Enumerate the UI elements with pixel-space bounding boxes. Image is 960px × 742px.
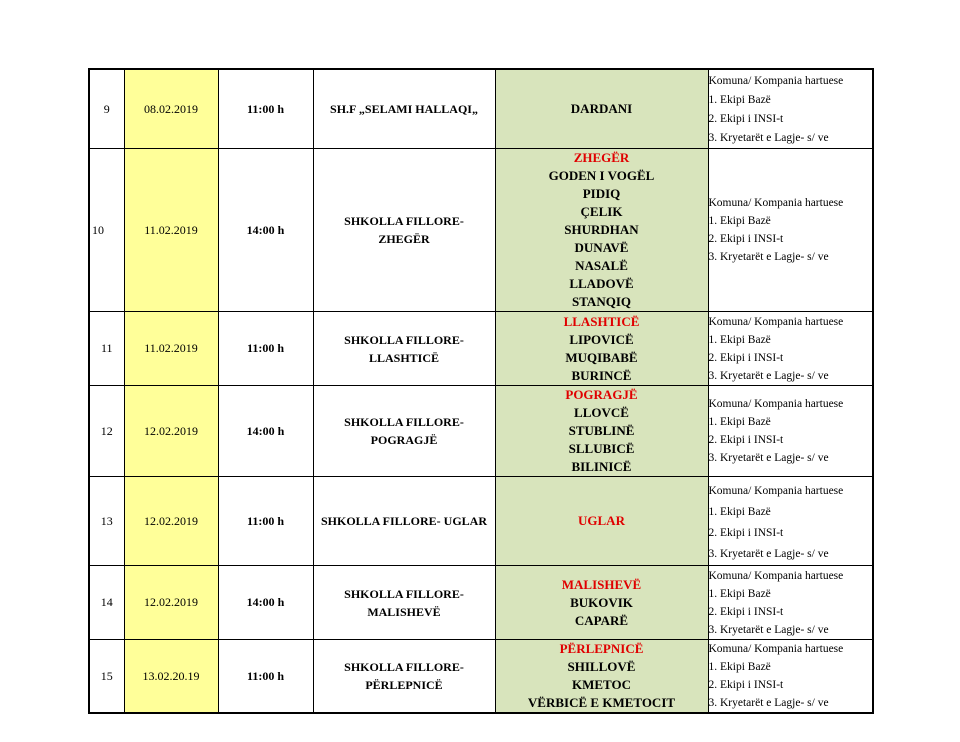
- participant-item: 3. Kryetarët e Lagje- s/ ve: [708, 548, 829, 560]
- participant-item: Komuna/ Kompania hartuese: [708, 570, 844, 582]
- participant-item: 1. Ekipi Bazë: [708, 416, 771, 428]
- village-list: [495, 149, 708, 312]
- village-item: MUQIBABË: [565, 349, 638, 365]
- school-name-line: SHKOLLA FILLORE-: [344, 214, 464, 228]
- school-name-line: LLASHTICË: [368, 350, 440, 365]
- table-row: [89, 69, 873, 149]
- school-name-line: PËRLEPNICË: [365, 678, 443, 692]
- participants-list: [708, 69, 873, 149]
- participant-item: 2. Ekipi i INSI-t: [708, 679, 784, 691]
- participant-item: 2. Ekipi i INSI-t: [708, 113, 784, 125]
- village-item: SHILLOVË: [567, 659, 636, 674]
- participant-item: Komuna/ Kompania hartuese: [708, 75, 844, 87]
- school-name: [313, 640, 495, 714]
- row-time: 11:00 h: [218, 477, 313, 566]
- school-name: [313, 69, 495, 149]
- row-time: 14:00 h: [218, 386, 313, 477]
- school-name: [313, 566, 495, 640]
- table-row: [89, 386, 873, 477]
- participant-item: 3. Kryetarët e Lagje- s/ ve: [708, 697, 829, 709]
- row-date: 12.02.2019: [124, 477, 218, 566]
- row-number: 9: [89, 69, 124, 149]
- participant-item: 3. Kryetarët e Lagje- s/ ve: [708, 251, 829, 263]
- village-item: KMETOC: [572, 677, 631, 692]
- village-main: POGRAGJË: [565, 387, 638, 402]
- participants-list: [708, 477, 873, 566]
- participant-item: 3. Kryetarët e Lagje- s/ ve: [708, 370, 829, 382]
- participant-item: 1. Ekipi Bazë: [708, 588, 771, 600]
- school-name: [313, 312, 495, 386]
- participant-item: Komuna/ Kompania hartuese: [708, 643, 844, 655]
- participant-item: Komuna/ Kompania hartuese: [708, 485, 844, 497]
- participant-item: 2. Ekipi i INSI-t: [708, 434, 784, 446]
- table-row: [89, 312, 873, 386]
- village-item: LLOVCË: [574, 405, 629, 420]
- participant-item: 1. Ekipi Bazë: [708, 506, 771, 518]
- participants-list: [708, 149, 873, 312]
- village-item: VËRBICË E KMETOCIT: [527, 695, 676, 710]
- school-name-line: SHKOLLA FILLORE- UGLAR: [320, 514, 488, 528]
- school-name-line: SH.F „SELAMI HALLAQI„: [330, 102, 478, 116]
- village-item: PIDIQ: [582, 186, 621, 201]
- village-item: BURINCË: [571, 367, 632, 383]
- participant-item: 3. Kryetarët e Lagje- s/ ve: [708, 624, 829, 636]
- village-item: NASALË: [575, 258, 628, 273]
- row-number: 13: [89, 477, 124, 566]
- row-number: 14: [89, 566, 124, 640]
- village-main: MALISHEVË: [561, 576, 642, 592]
- village-list: [495, 312, 708, 386]
- school-name: [313, 149, 495, 312]
- village-item: CAPARË: [574, 612, 629, 628]
- participant-item: 1. Ekipi Bazë: [708, 215, 771, 227]
- village-item: STUBLINË: [568, 423, 635, 438]
- row-time: 14:00 h: [218, 566, 313, 640]
- village-item: DUNAVË: [574, 240, 629, 255]
- village-item: SLLUBICË: [568, 441, 635, 456]
- village-main: ZHEGËR: [573, 150, 630, 165]
- row-number: 15: [89, 640, 124, 714]
- row-number: 12: [89, 386, 124, 477]
- row-date: 12.02.2019: [124, 386, 218, 477]
- row-time: 11:00 h: [218, 69, 313, 149]
- participant-item: 3. Kryetarët e Lagje- s/ ve: [708, 132, 829, 144]
- village-item: SHURDHAN: [564, 222, 639, 237]
- village-main: LLASHTICË: [563, 313, 640, 329]
- row-date: 08.02.2019: [124, 69, 218, 149]
- village-list: [495, 69, 708, 149]
- participant-item: 1. Ekipi Bazë: [708, 334, 771, 346]
- participant-item: 1. Ekipi Bazë: [708, 661, 771, 673]
- table-row: [89, 640, 873, 714]
- row-date: 12.02.2019: [124, 566, 218, 640]
- school-name-line: SHKOLLA FILLORE-: [344, 415, 464, 429]
- participant-item: 3. Kryetarët e Lagje- s/ ve: [708, 452, 829, 464]
- village-item: LLADOVË: [569, 276, 634, 291]
- participant-item: Komuna/ Kompania hartuese: [708, 197, 844, 209]
- participant-item: 2. Ekipi i INSI-t: [708, 233, 784, 245]
- participants-list: [708, 640, 873, 714]
- village-item: BILINICË: [571, 459, 632, 474]
- participants-list: [708, 312, 873, 386]
- table-row: [89, 149, 873, 312]
- participant-item: Komuna/ Kompania hartuese: [708, 316, 844, 328]
- village-item: DARDANI: [570, 101, 633, 116]
- row-time: 11:00 h: [218, 640, 313, 714]
- village-list: [495, 386, 708, 477]
- row-date: 11.02.2019: [124, 149, 218, 312]
- schedule-body: [89, 69, 873, 713]
- school-name-line: MALISHEVË: [367, 604, 441, 619]
- village-list: [495, 566, 708, 640]
- table-row: [89, 566, 873, 640]
- school-name: [313, 477, 495, 566]
- row-number: 11: [89, 312, 124, 386]
- participant-item: 2. Ekipi i INSI-t: [708, 527, 784, 539]
- participant-item: 2. Ekipi i INSI-t: [708, 606, 784, 618]
- participant-item: 2. Ekipi i INSI-t: [708, 352, 784, 364]
- school-name-line: SHKOLLA FILLORE-: [344, 332, 464, 347]
- participant-item: Komuna/ Kompania hartuese: [708, 398, 844, 410]
- participants-list: [708, 566, 873, 640]
- participants-list: [708, 386, 873, 477]
- school-name-line: SHKOLLA FILLORE-: [344, 660, 464, 674]
- village-main: PËRLEPNICË: [559, 641, 644, 656]
- village-item: STANQIQ: [572, 294, 631, 309]
- row-time: 14:00 h: [218, 149, 313, 312]
- village-list: [495, 640, 708, 714]
- school-name-line: SHKOLLA FILLORE-: [344, 586, 464, 601]
- village-item: LIPOVICË: [569, 331, 634, 347]
- row-date: 11.02.2019: [124, 312, 218, 386]
- row-number: 10: [89, 149, 124, 312]
- participant-item: 1. Ekipi Bazë: [708, 94, 771, 106]
- village-item: GODEN I VOGËL: [548, 168, 655, 183]
- school-name: [313, 386, 495, 477]
- school-name-line: POGRAGJË: [370, 433, 438, 447]
- row-date: 13.02.20.19: [124, 640, 218, 714]
- village-list: [495, 477, 708, 566]
- village-main: UGLAR: [578, 513, 625, 528]
- table-row: [89, 477, 873, 566]
- row-time: 11:00 h: [218, 312, 313, 386]
- school-name-line: ZHEGËR: [378, 232, 430, 246]
- village-item: BUKOVIK: [570, 594, 633, 610]
- village-item: ÇELIK: [580, 204, 623, 219]
- schedule-table: [88, 68, 874, 714]
